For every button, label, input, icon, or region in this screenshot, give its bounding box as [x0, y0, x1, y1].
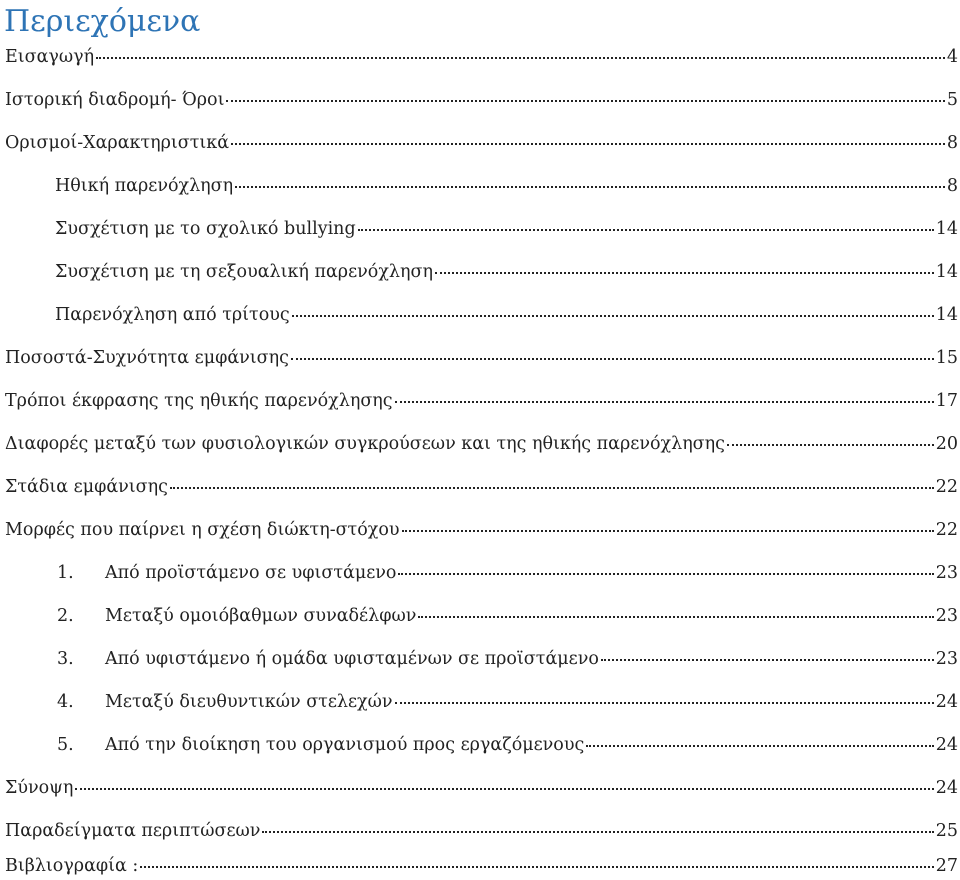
toc-page-number: 8 — [946, 176, 958, 196]
toc-entry-num-5[interactable] — [0, 731, 960, 759]
toc-entry-num-2[interactable] — [0, 602, 960, 630]
toc-entry-sexouali-parenochlisi[interactable] — [0, 258, 960, 286]
toc-page-number: 25 — [935, 821, 958, 841]
dot-leader — [395, 702, 934, 704]
toc-entry-text: Στάδια εμφάνισης — [5, 477, 168, 497]
dot-leader — [418, 616, 933, 618]
toc-entry-text: Εισαγωγή — [5, 47, 95, 67]
dot-leader — [586, 745, 933, 747]
dot-leader — [435, 272, 934, 274]
toc-entry-number: 5. — [57, 735, 74, 755]
dot-leader — [226, 100, 944, 102]
toc-page-number: 8 — [946, 133, 958, 153]
dot-leader — [292, 315, 934, 317]
dot-leader — [75, 788, 933, 790]
toc-entry-eisagogi[interactable] — [0, 43, 960, 71]
toc-entry-text: Σύνοψη — [5, 778, 74, 798]
toc-entry-tropoi[interactable] — [0, 387, 960, 415]
toc-page-number: 23 — [935, 563, 958, 583]
toc-entry-text: Παραδείγματα περιπτώσεων — [5, 821, 261, 841]
dot-leader — [140, 866, 933, 868]
toc-entry-text: Ορισμοί-Χαρακτηριστικά — [5, 133, 230, 153]
toc-entry-pososta[interactable] — [0, 344, 960, 372]
dot-leader — [170, 487, 934, 489]
toc-title: Περιεχόμενα — [4, 4, 201, 39]
toc-entry-text: Ποσοστά-Συχνότητα εμφάνισης — [5, 348, 289, 368]
dot-leader — [358, 229, 934, 231]
toc-entry-number: 3. — [57, 649, 74, 669]
toc-entry-text: Μεταξύ ομοιόβαθμων συναδέλφων — [105, 606, 417, 626]
toc-entry-number: 1. — [57, 563, 74, 583]
dot-leader — [402, 530, 934, 532]
toc-entry-num-4[interactable] — [0, 688, 960, 716]
toc-page-number: 4 — [946, 47, 958, 67]
dot-leader — [727, 444, 934, 446]
dot-leader — [96, 57, 945, 59]
toc-entry-diafores[interactable] — [0, 430, 960, 458]
toc-page-number: 14 — [935, 305, 958, 325]
toc-entry-ithiki-parenochlisi[interactable] — [0, 172, 960, 200]
toc-entry-num-1[interactable] — [0, 559, 960, 587]
toc-entry-tritous[interactable] — [0, 301, 960, 329]
toc-entry-text: Μορφές που παίρνει η σχέση διώκτη-στόχου — [5, 520, 400, 540]
toc-entry-text: Διαφορές μεταξύ των φυσιολογικών συγκρούσεων και της ηθικής παρενόχλησης — [5, 434, 725, 454]
toc-page-number: 23 — [935, 649, 958, 669]
toc-page-number: 23 — [935, 606, 958, 626]
toc-entry-stadia[interactable] — [0, 473, 960, 501]
dot-leader — [235, 186, 945, 188]
toc-entry-text: Ηθική παρενόχληση — [55, 176, 234, 196]
dot-leader — [231, 143, 945, 145]
dot-leader — [398, 573, 933, 575]
toc-entry-vivliografia[interactable] — [0, 852, 960, 880]
toc-entry-morfes[interactable] — [0, 516, 960, 544]
toc-entry-number: 4. — [57, 692, 74, 712]
toc-page-number: 27 — [935, 856, 958, 876]
toc-page-number: 14 — [935, 219, 958, 239]
toc-entry-text: Συσχέτιση με το σχολικό bullying — [55, 219, 356, 239]
toc-entry-synopsi[interactable] — [0, 774, 960, 802]
toc-entry-num-3[interactable] — [0, 645, 960, 673]
dot-leader — [291, 358, 934, 360]
dot-leader — [262, 831, 933, 833]
toc-page-number: 5 — [946, 90, 958, 110]
toc-entry-text: Βιβλιογραφία : — [5, 856, 139, 876]
toc-entry-orismoi[interactable] — [0, 129, 960, 157]
toc-entry-number: 2. — [57, 606, 74, 626]
toc-entry-text: Ιστορική διαδρομή- Όροι — [5, 90, 225, 110]
toc-page-number: 24 — [935, 692, 958, 712]
toc-page-number: 24 — [935, 735, 958, 755]
toc-page-number: 22 — [935, 520, 958, 540]
dot-leader — [601, 659, 934, 661]
toc-entry-paradeigmata[interactable] — [0, 817, 960, 845]
toc-entry-bullying[interactable] — [0, 215, 960, 243]
toc-page-number: 22 — [935, 477, 958, 497]
toc-page-number: 17 — [935, 391, 958, 411]
toc-page-number: 15 — [935, 348, 958, 368]
toc-page-number: 14 — [935, 262, 958, 282]
dot-leader — [395, 401, 934, 403]
toc-entry-text: Από προϊστάμενο σε υφιστάμενο — [105, 563, 397, 583]
toc-page-number: 24 — [935, 778, 958, 798]
toc-entry-text: Παρενόχληση από τρίτους — [55, 305, 290, 325]
toc-entry-text: Τρόποι έκφρασης της ηθικής παρενόχλησης — [5, 391, 393, 411]
toc-entry-text: Από υφιστάμενο ή ομάδα υφισταμένων σε προϊστάμενο — [105, 649, 599, 669]
toc-entry-text: Μεταξύ διευθυντικών στελεχών — [105, 692, 393, 712]
toc-entry-text: Συσχέτιση με τη σεξουαλική παρενόχληση — [55, 262, 433, 282]
toc-entry-text: Από την διοίκηση του οργανισμού προς εργαζόμενους — [105, 735, 585, 755]
toc-entry-istoriki-diadromi[interactable] — [0, 86, 960, 114]
toc-page-number: 20 — [935, 434, 958, 454]
